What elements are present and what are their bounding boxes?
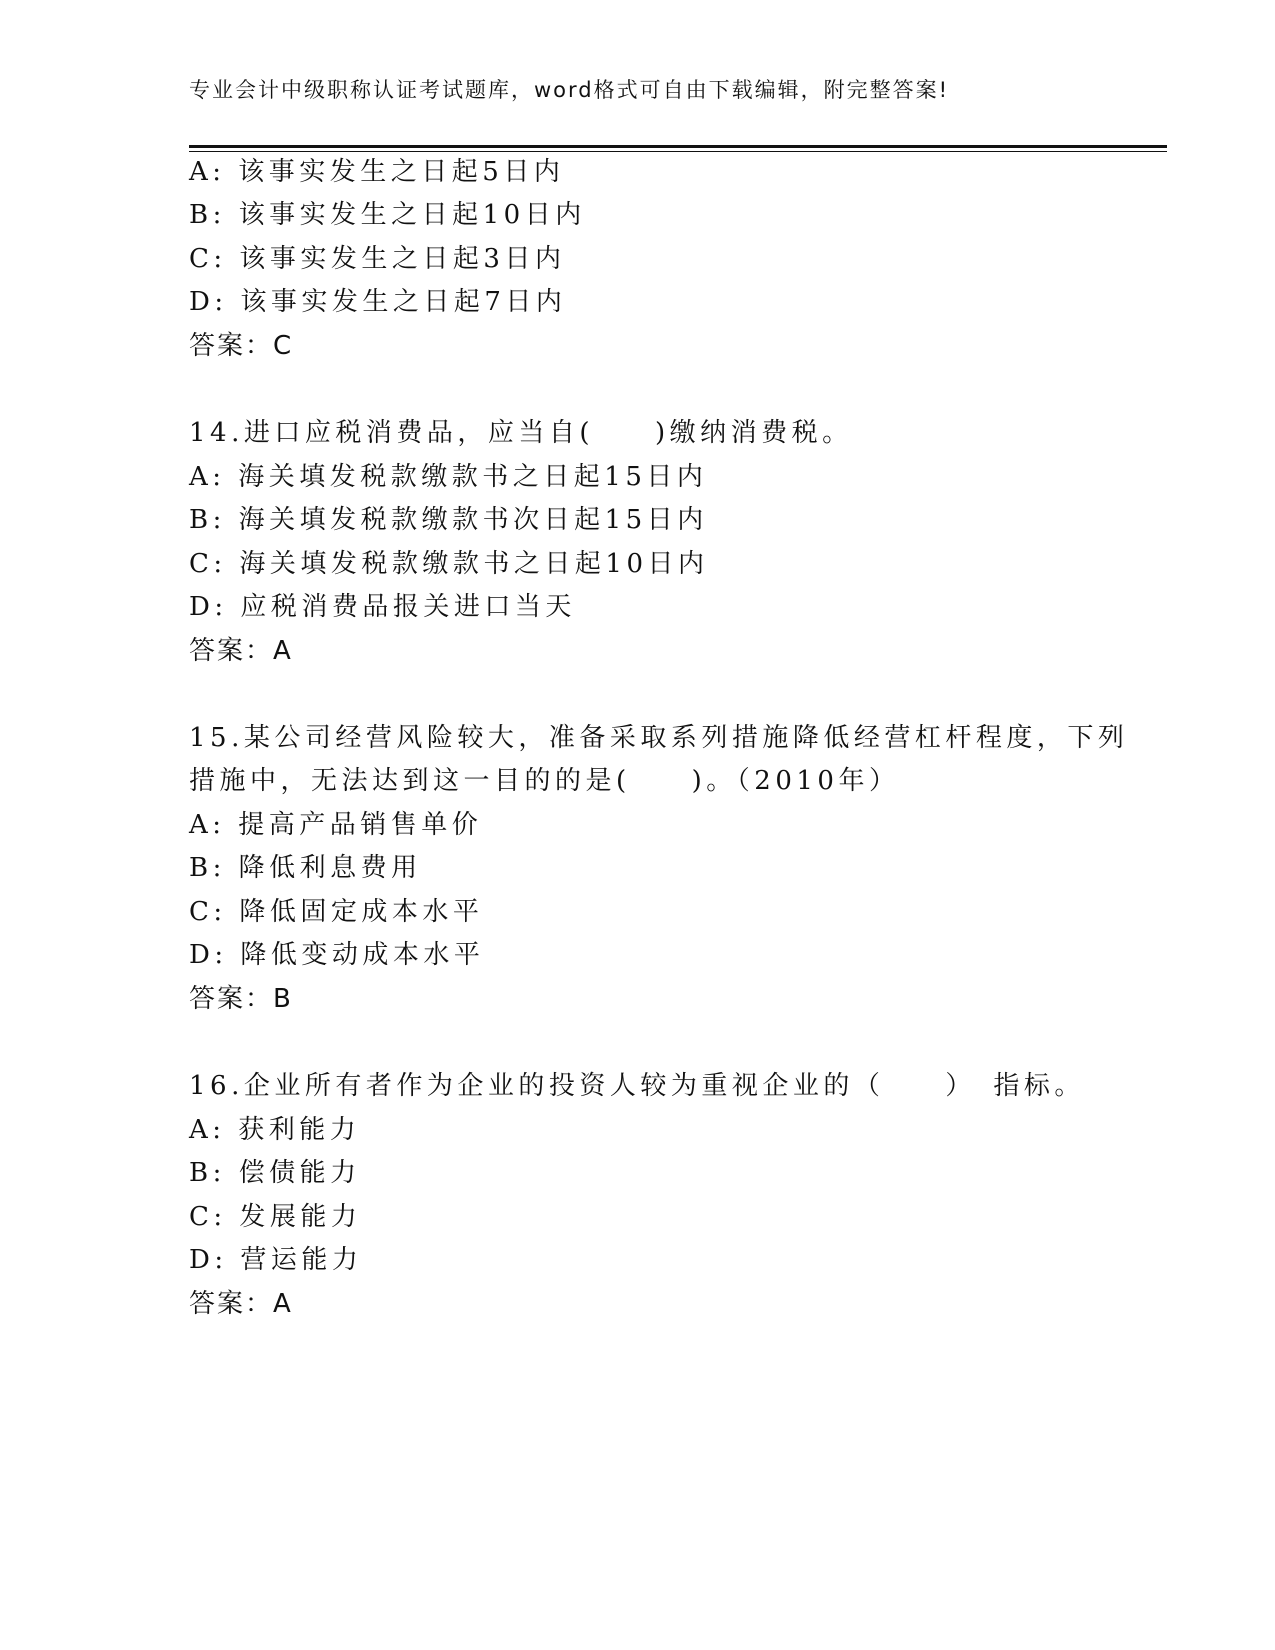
option-c: C: 降低固定成本水平 — [189, 897, 484, 927]
option-b: B: 海关填发税款缴款书次日起15日内 — [189, 505, 708, 535]
option-d: D: 营运能力 — [189, 1245, 363, 1275]
answer: 答案：B — [189, 984, 293, 1014]
option-b: B: 该事实发生之日起10日内 — [189, 200, 586, 230]
answer: 答案：A — [189, 636, 293, 666]
page-header: 专业会计中级职称认证考试题库，word格式可自由下载编辑，附完整答案! — [189, 78, 950, 102]
option-a: A: 获利能力 — [189, 1115, 361, 1145]
option-a: A: 提高产品销售单价 — [189, 810, 483, 840]
header-rule-thin — [189, 151, 1167, 152]
option-c: C: 发展能力 — [189, 1202, 362, 1232]
option-a: A: 海关填发税款缴款书之日起15日内 — [189, 462, 708, 492]
option-b: B: 降低利息费用 — [189, 853, 422, 883]
header-rule-thick — [189, 145, 1167, 148]
answer: 答案：A — [189, 1289, 293, 1319]
option-c: C: 海关填发税款缴款书之日起10日内 — [189, 549, 709, 579]
option-d: D: 降低变动成本水平 — [189, 940, 485, 970]
option-d: D: 应税消费品报关进口当天 — [189, 592, 576, 622]
question-15-line-2: 措施中，无法达到这一目的的是( )。（2010年） — [189, 766, 900, 796]
question-15-line-1: 15.某公司经营风险较大，准备采取系列措施降低经营杠杆程度，下列 — [189, 723, 1129, 753]
option-d: D: 该事实发生之日起7日内 — [189, 287, 567, 317]
question-16: 16.企业所有者作为企业的投资人较为重视企业的（ ） 指标。 — [189, 1071, 1085, 1101]
question-14: 14.进口应税消费品，应当自( )缴纳消费税。 — [189, 418, 853, 448]
answer: 答案：C — [189, 331, 294, 361]
option-c: C: 该事实发生之日起3日内 — [189, 244, 566, 274]
option-b: B: 偿债能力 — [189, 1158, 361, 1188]
option-a: A: 该事实发生之日起5日内 — [189, 157, 565, 187]
